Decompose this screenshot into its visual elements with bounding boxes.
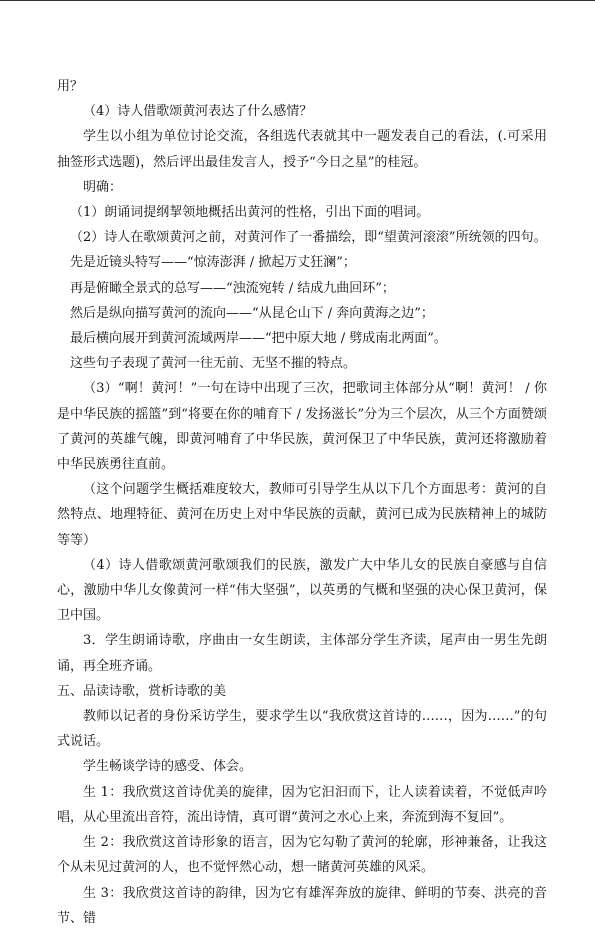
paragraph: 再是俯瞰全景式的总写——“浊流宛转 / 结成九曲回环”； bbox=[70, 280, 395, 296]
question-4: （4）诗人借歌颂黄河表达了什么感情？ bbox=[83, 104, 313, 120]
paragraph: 这些句子表现了黄河一往无前、无坚不摧的特点。 bbox=[70, 356, 357, 372]
student-3: 生 3：我欣赏这首诗的韵律，因为它有雄浑奔放的旋律、鲜明的节奏、洪亮的音节、错 bbox=[57, 885, 547, 926]
paragraph: 然后是纵向描写黄河的流向——“从昆仑山下 / 奔向黄海之边”； bbox=[70, 305, 434, 321]
teacher-note: （这个问题学生概括难度较大，教师可引导学生从以下几个方面思考：黄河的自然特点、地理特征、黄河在历史上对中华民族的贡献，黄河已成为民族精神上的城防等等） bbox=[57, 482, 547, 548]
paragraph: 教师以记者的身份采访学生，要求学生以“我欣赏这首诗的……，因为……”的句式说话。 bbox=[57, 709, 547, 750]
answer-2: （2）诗人在歌颂黄河之前，对黄河作了一番描绘，即“望黄河滚滚”所统领的四句。 bbox=[70, 230, 547, 246]
paragraph: 用？ bbox=[57, 79, 84, 94]
answer-3: （3）“啊！黄河！”一句在诗中出现了三次，把歌词主体部分从“啊！黄河！ / 你是中华民族的摇篮”到“将要在你的哺育下 / 发扬滋长”分为三个层次，从三个方面赞颂了黄河的英雄气魄，即黄河哺育了中华民族，黄河保卫了中华民族，黄河还将激励着中华民族勇往直前。 bbox=[57, 381, 547, 473]
paragraph: 最后横向展开到黄河流域两岸——“把中原大地 / 劈成南北两面”。 bbox=[70, 331, 447, 347]
section-heading: 五、品读诗歌，赏析诗歌的美 bbox=[57, 683, 227, 699]
clarification-heading: 明确： bbox=[83, 179, 123, 195]
document-body bbox=[57, 74, 547, 931]
step-3: 3．学生朗诵诗歌，序曲由一女生朗读，主体部分学生齐读，尾声由一男生先朗诵，再全班齐诵。 bbox=[57, 633, 547, 674]
paragraph: 先是近镜头特写——“惊涛澎湃 / 掀起万丈狂澜”； bbox=[70, 255, 356, 271]
header-rule bbox=[0, 0, 595, 1]
paragraph: 学生畅谈学诗的感受、体会。 bbox=[83, 759, 253, 775]
student-1: 生 1：我欣赏这首诗优美的旋律，因为它汩汩而下，让人读着读着，不觉低声吟唱，从心里流出音符，流出诗情，真可谓“黄河之水心上来，奔流到海不复回”。 bbox=[57, 784, 547, 825]
answer-1: （1）朗诵词提纲挈领地概括出黄河的性格，引出下面的唱词。 bbox=[70, 205, 430, 221]
paragraph: 学生以小组为单位讨论交流，各组选代表就其中一题发表自己的看法，(.可采用抽签形式选题)，然后评出最佳发言人，授予“今日之星”的桂冠。 bbox=[57, 129, 547, 170]
answer-4: （4）诗人借歌颂黄河歌颂我们的民族，激发广大中华儿女的民族自豪感与自信心，激励中华儿女像黄河一样“伟大坚强”，以英勇的气概和坚强的决心保卫黄河，保卫中国。 bbox=[57, 557, 547, 624]
student-2: 生 2：我欣赏这首诗形象的语言，因为它勾勒了黄河的轮廓，形神兼备，让我这个从未见过黄河的人，也不觉怦然心动，想一睹黄河英雄的风采。 bbox=[57, 835, 547, 876]
